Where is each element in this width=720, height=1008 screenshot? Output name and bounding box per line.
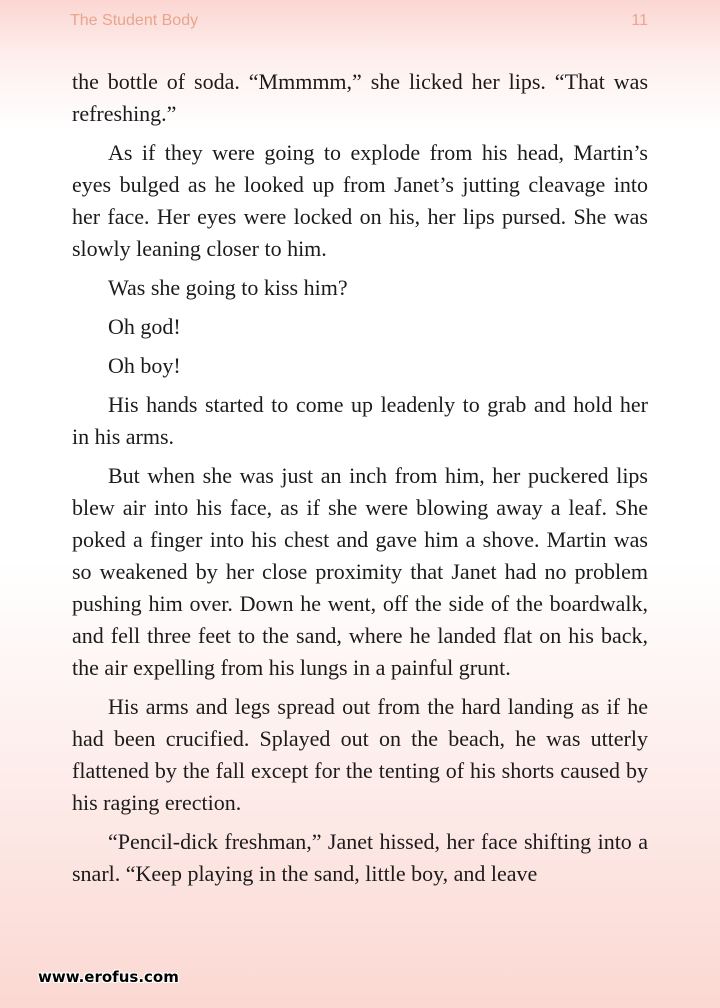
paragraph: Oh boy!: [108, 353, 181, 378]
page-number: 11: [631, 12, 648, 29]
paragraph: But when she was just an inch from him, her puckered lips blew air into his face, as if she were blowing away a leaf. She poked a finger into his chest and gave him a shove. Martin was so weakened by her close proximity that Janet had no problem pushing him over. Down he went, off the side of the boardwalk, and fell three feet to the sand, where he landed flat on his back, the air expelling from his lungs in a painful grunt.: [72, 463, 648, 680]
paragraph: Was she going to kiss him?: [108, 275, 348, 300]
paragraph: His arms and legs spread out from the hard landing as if he had been crucified. Splayed out on the beach, he was utterly flattened by the fall except for the tenting of his shorts caused by his raging erection.: [72, 694, 648, 815]
paragraph: the bottle of soda. “Mmmmm,” she licked her lips. “That was refreshing.”: [72, 69, 648, 126]
paragraph: “Pencil-dick freshman,” Janet hissed, her face shifting into a snarl. “Keep playing in the sand, little boy, and leave: [72, 829, 648, 886]
book-title: The Student Body: [70, 12, 199, 29]
paragraph: Oh god!: [108, 314, 181, 339]
running-head: [70, 12, 648, 36]
paragraph: His hands started to come up leadenly to grab and hold her in his arms.: [72, 392, 648, 449]
watermark: www.erofus.com: [38, 968, 179, 986]
paragraph: As if they were going to explode from his head, Martin’s eyes bulged as he looked up from Janet’s jutting cleavage into her face. Her eyes were locked on his, her lips pursed. She was slowly leaning closer to him.: [72, 140, 648, 261]
body-text: [72, 66, 648, 897]
